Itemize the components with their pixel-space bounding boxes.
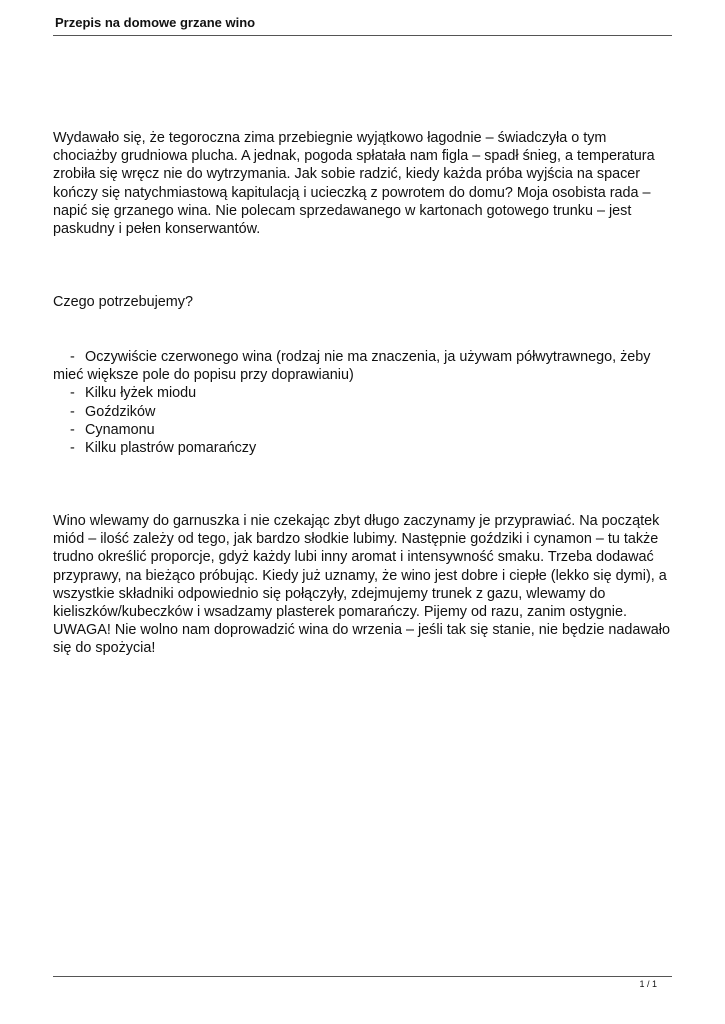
page-title: Przepis na domowe grzane wino [55,15,256,30]
list-item [53,348,673,384]
ingredients-list [53,348,673,457]
list-item-text: Kilku plastrów pomarańczy [85,440,257,457]
list-item [53,403,673,421]
header-divider [53,35,672,36]
list-item-text: Oczywiście czerwonego wina (rodzaj nie ma znaczenia, ja używam półwytrawnego, żeby mieć większe pole do popisu przy doprawianiu) [53,349,651,384]
list-item-text: Cynamonu [85,421,155,438]
list-item [53,421,673,439]
page-number: 1 / 1 [639,979,657,989]
list-item-text: Goździków [85,403,156,420]
list-bullet: - [70,403,75,420]
list-bullet: - [70,440,75,457]
list-bullet: - [70,349,75,365]
list-item [53,384,673,402]
list-item-text: Kilku łyżek miodu [85,385,197,402]
ingredients-heading: Czego potrzebujemy? [53,294,193,310]
list-bullet: - [70,385,75,402]
list-bullet: - [70,421,75,438]
intro-paragraph: Wydawało się, że tegoroczna zima przebiegnie wyjątkowo łagodnie – świadczyła o tym chociażby grudniowa plucha. A jednak, pogoda spłatała nam figla – spadł śnieg, a temperatura zrobiła się wręcz nie do wytrzymania. Jak sobie radzić, kiedy każda próba wyjścia na spacer kończy się natychmiastową kapitulacją i ucieczką z powrotem do domu? Moja osobista rada – napić się grzanego wina. Nie polecam sprzedawanego w kartonach gotowego trunku – jest paskudny i pełen konserwantów. [53,130,655,238]
list-item [53,439,673,457]
footer-divider [53,976,672,977]
instructions-paragraph: Wino wlewamy do garnuszka i nie czekając zbyt długo zaczynamy je przyprawiać. Na początek miód – ilość zależy od tego, jak bardzo słodkie lubimy. Następnie goździki i cynamon – tu także trudno określić proporcje, gdyż każdy lubi inny aromat i intensywność smaku. Trzeba dodawać przyprawy, na bieżąco próbując. Kiedy już uznamy, że wino jest dobre i ciepłe (lekko się dymi), a wszystkie składniki odpowiednio się połączyły, zdejmujemy trunek z gazu, wlewamy do kieliszków/kubeczków i wsadzamy plasterek pomarańczy. Pijemy od razu, zanim ostygnie. UWAGA! Nie wolno nam doprowadzić wina do wrzenia – jeśli tak się stanie, nie będzie nadawało się do spożycia! [53,513,670,657]
